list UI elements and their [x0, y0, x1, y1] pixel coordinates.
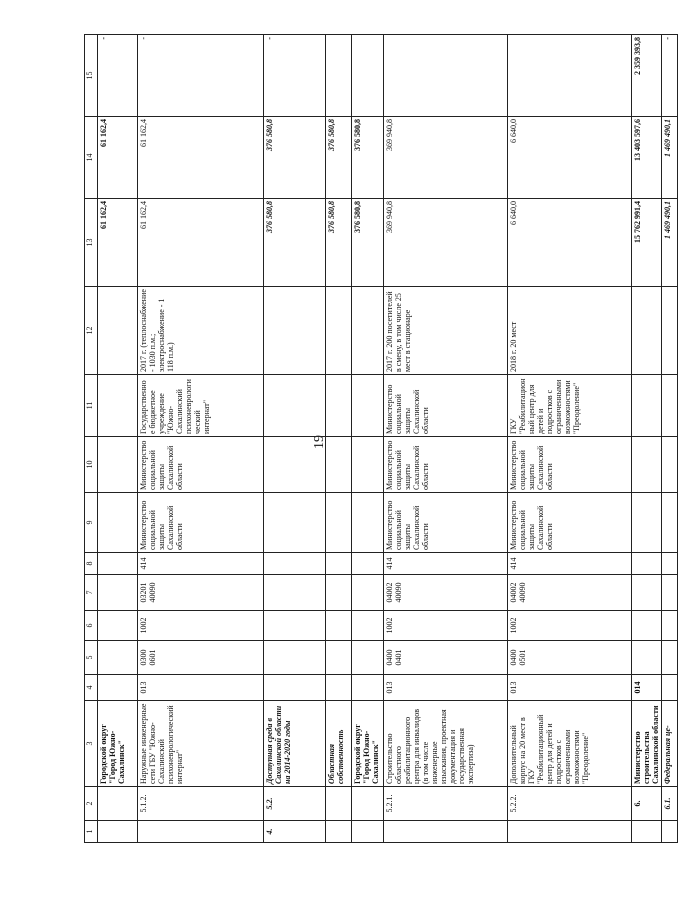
table-cell-col-12 [632, 287, 662, 375]
table-cell-col-7 [98, 575, 138, 611]
table-cell-col-15 [352, 35, 384, 117]
table-cell-col-8 [352, 553, 384, 575]
table-cell-col-13: 376 580,8 [352, 199, 384, 287]
table-cell-col-10 [662, 437, 678, 493]
table-cell-col-5 [662, 641, 678, 675]
table-cell-col-2: 5.1.2. [138, 787, 264, 821]
table-cell-col-4 [98, 675, 138, 701]
table-cell-col-6: 1002 [508, 611, 632, 641]
table-cell-col-4: 013 [138, 675, 264, 701]
table-cell-col-11 [632, 375, 662, 437]
table-cell-col-3: Доступная среда в Сахалинской области на 2014-2020 годы [264, 701, 326, 787]
table-cell-col-10 [264, 437, 326, 493]
table-cell-col-8 [264, 553, 326, 575]
table-cell-col-13: 1 469 490,1 [662, 199, 678, 287]
table-cell-col-1 [352, 821, 384, 843]
table-cell-col-15: - [264, 35, 326, 117]
table-cell-col-5 [632, 641, 662, 675]
table-cell-col-10: Министерство социальной защиты Сахалинской области [138, 437, 264, 493]
table-cell-col-8: 414 [508, 553, 632, 575]
table-cell-col-10: Министерство социальной защиты Сахалинской области [508, 437, 632, 493]
table-cell-col-4 [326, 675, 352, 701]
column-number-9: 9 [85, 493, 98, 553]
column-number-11: 11 [85, 375, 98, 437]
table-cell-col-9 [662, 493, 678, 553]
budget-table [84, 34, 678, 843]
table-row [264, 35, 326, 843]
table-cell-col-11 [662, 375, 678, 437]
table-cell-col-11 [98, 375, 138, 437]
table-cell-col-15: - [662, 35, 678, 117]
table-cell-col-15: - [138, 35, 264, 117]
table-cell-col-10 [632, 437, 662, 493]
table-cell-col-5: 0400 0501 [508, 641, 632, 675]
table-cell-col-13: 61 162,4 [98, 199, 138, 287]
table-cell-col-10 [98, 437, 138, 493]
table-cell-col-1 [632, 821, 662, 843]
table-cell-col-7: 04002 40090 [384, 575, 508, 611]
page-number: 19 [312, 435, 327, 449]
table-cell-col-14: 376 580,8 [264, 117, 326, 199]
column-number-5: 5 [85, 641, 98, 675]
table-cell-col-14: 61 162,4 [138, 117, 264, 199]
table-cell-col-11: ГКУ "Реабилитационный центр для детей и подростков с ограниченными возможностями "Преодоление" [508, 375, 632, 437]
table-cell-col-15 [326, 35, 352, 117]
table-cell-col-2: 5.2.1. [384, 787, 508, 821]
table-cell-col-3: Городской округ "Город Южно-Сахалинск" [352, 701, 384, 787]
table-cell-col-4 [352, 675, 384, 701]
table-cell-col-6: 1002 [138, 611, 264, 641]
table-cell-col-12 [662, 287, 678, 375]
table-cell-col-4 [264, 675, 326, 701]
table-cell-col-2: 5.2. [264, 787, 326, 821]
table-cell-col-8: 414 [384, 553, 508, 575]
table-cell-col-2 [98, 787, 138, 821]
table-cell-col-6 [264, 611, 326, 641]
table-cell-col-12: 2017 г. (теплоснабжение - 1030 п.м.; электроснабжение - 1 118 п.м.) [138, 287, 264, 375]
table-cell-col-13: 15 762 991,4 [632, 199, 662, 287]
table-cell-col-3: Наружные инженерные сети ГБУ "Южно-Сахалинский психоневрологический интернат" [138, 701, 264, 787]
table-cell-col-11 [326, 375, 352, 437]
table-body [98, 35, 678, 843]
table-cell-col-1 [326, 821, 352, 843]
table-cell-col-2 [326, 787, 352, 821]
table-row [508, 35, 632, 843]
table-cell-col-1 [138, 821, 264, 843]
table-cell-col-13: 6 640,0 [508, 199, 632, 287]
table-cell-col-11: Государственное бюджетное учреждение "Южно-Сахалинский психоневрологический интернат" [138, 375, 264, 437]
table-row [662, 35, 678, 843]
table-cell-col-2: 5.2.2. [508, 787, 632, 821]
table-cell-col-12: 2018 г. 20 мест [508, 287, 632, 375]
column-number-8: 8 [85, 553, 98, 575]
table-cell-col-14: 369 940,8 [384, 117, 508, 199]
table-cell-col-1 [508, 821, 632, 843]
table-cell-col-12 [264, 287, 326, 375]
table-cell-col-5 [326, 641, 352, 675]
table-cell-col-4: 014 [632, 675, 662, 701]
table-cell-col-14: 13 403 597,6 [632, 117, 662, 199]
table-cell-col-13: 61 162,4 [138, 199, 264, 287]
column-number-13: 13 [85, 199, 98, 287]
table-cell-col-7: 03201 40090 [138, 575, 264, 611]
table-cell-col-13: 376 580,8 [326, 199, 352, 287]
column-number-10: 10 [85, 437, 98, 493]
table-cell-col-2: 6. [632, 787, 662, 821]
column-number-header-row [85, 35, 98, 843]
table-cell-col-3: Строительство областного реабилитационного центра для инвалидов (в том числе инженерные изыскания, проектная документация и государственная экспертиза) [384, 701, 508, 787]
table-cell-col-4: 013 [508, 675, 632, 701]
table-cell-col-8: 414 [138, 553, 264, 575]
table-cell-col-9: Министерство социальной защиты Сахалинской области [384, 493, 508, 553]
table-cell-col-11 [352, 375, 384, 437]
table-cell-col-9 [352, 493, 384, 553]
table-cell-col-8 [662, 553, 678, 575]
table-cell-col-7 [264, 575, 326, 611]
table-cell-col-3: Федеральная це- [662, 701, 678, 787]
table-cell-col-10 [352, 437, 384, 493]
table-cell-col-3: Дополнительный корпус на 20 мест в ГКУ "Реабилитационный центр для детей и подростков с ограниченными возможностями "Преодоление" [508, 701, 632, 787]
table-cell-col-8 [98, 553, 138, 575]
table-cell-col-11 [264, 375, 326, 437]
table-cell-col-14: 376 580,8 [352, 117, 384, 199]
table-cell-col-4 [662, 675, 678, 701]
table-cell-col-6 [662, 611, 678, 641]
table-row [352, 35, 384, 843]
table-cell-col-1: 4. [264, 821, 326, 843]
table-cell-col-7 [352, 575, 384, 611]
rotated-table-container [84, 35, 672, 843]
column-number-14: 14 [85, 117, 98, 199]
table-cell-col-8 [632, 553, 662, 575]
table-cell-col-5 [264, 641, 326, 675]
table-cell-col-9: Министерство социальной защиты Сахалинской области [508, 493, 632, 553]
table-cell-col-5: 0400 0401 [384, 641, 508, 675]
table-cell-col-3: Городской округ "Город Южно-Сахалинск" [98, 701, 138, 787]
table-row [326, 35, 352, 843]
table-cell-col-5 [352, 641, 384, 675]
table-cell-col-6 [352, 611, 384, 641]
table-cell-col-1 [98, 821, 138, 843]
column-number-3: 3 [85, 701, 98, 787]
table-cell-col-5: 0300 0601 [138, 641, 264, 675]
table-cell-col-1 [384, 821, 508, 843]
table-cell-col-6: 1002 [384, 611, 508, 641]
table-cell-col-15: 2 359 393,8 [632, 35, 662, 117]
table-cell-col-9 [98, 493, 138, 553]
column-number-7: 7 [85, 575, 98, 611]
table-cell-col-14: 376 580,8 [326, 117, 352, 199]
table-cell-col-15 [384, 35, 508, 117]
table-cell-col-9 [632, 493, 662, 553]
table-cell-col-12 [352, 287, 384, 375]
table-cell-col-13: 376 580,8 [264, 199, 326, 287]
table-cell-col-6 [98, 611, 138, 641]
table-cell-col-7 [326, 575, 352, 611]
table-cell-col-14: 1 469 490,1 [662, 117, 678, 199]
table-cell-col-1 [662, 821, 678, 843]
table-cell-col-15: - [98, 35, 138, 117]
table-cell-col-14: 6 640,0 [508, 117, 632, 199]
table-cell-col-6 [326, 611, 352, 641]
table-cell-col-14: 61 162,4 [98, 117, 138, 199]
column-number-2: 2 [85, 787, 98, 821]
table-cell-col-9 [264, 493, 326, 553]
table-cell-col-8 [326, 553, 352, 575]
table-cell-col-11: Министерство социальной защиты Сахалинской области [384, 375, 508, 437]
table-cell-col-12 [326, 287, 352, 375]
column-number-1: 1 [85, 821, 98, 843]
table-cell-col-3: Министерство строительства Сахалинской области [632, 701, 662, 787]
table-cell-col-4: 013 [384, 675, 508, 701]
table-cell-col-3: Областная собственность [326, 701, 352, 787]
table-cell-col-2 [352, 787, 384, 821]
table-cell-col-9 [326, 493, 352, 553]
table-cell-col-12 [98, 287, 138, 375]
table-cell-col-6 [632, 611, 662, 641]
column-number-4: 4 [85, 675, 98, 701]
table-cell-col-7: 04002 40090 [508, 575, 632, 611]
table-cell-col-2: 6.1. [662, 787, 678, 821]
table-row [632, 35, 662, 843]
table-cell-col-10: Министерство социальной защиты Сахалинской области [384, 437, 508, 493]
table-row [138, 35, 264, 843]
column-number-15: 15 [85, 35, 98, 117]
table-row [98, 35, 138, 843]
table-cell-col-7 [632, 575, 662, 611]
table-cell-col-7 [662, 575, 678, 611]
column-number-12: 12 [85, 287, 98, 375]
table-cell-col-10 [326, 437, 352, 493]
table-cell-col-13: 369 940,8 [384, 199, 508, 287]
table-cell-col-12: 2017 г. 200 посетителей в смену, в том числе 25 мест в стационаре [384, 287, 508, 375]
table-cell-col-15 [508, 35, 632, 117]
table-cell-col-5 [98, 641, 138, 675]
column-number-6: 6 [85, 611, 98, 641]
table-cell-col-9: Министерство социальной защиты Сахалинской области [138, 493, 264, 553]
table-row [384, 35, 508, 843]
